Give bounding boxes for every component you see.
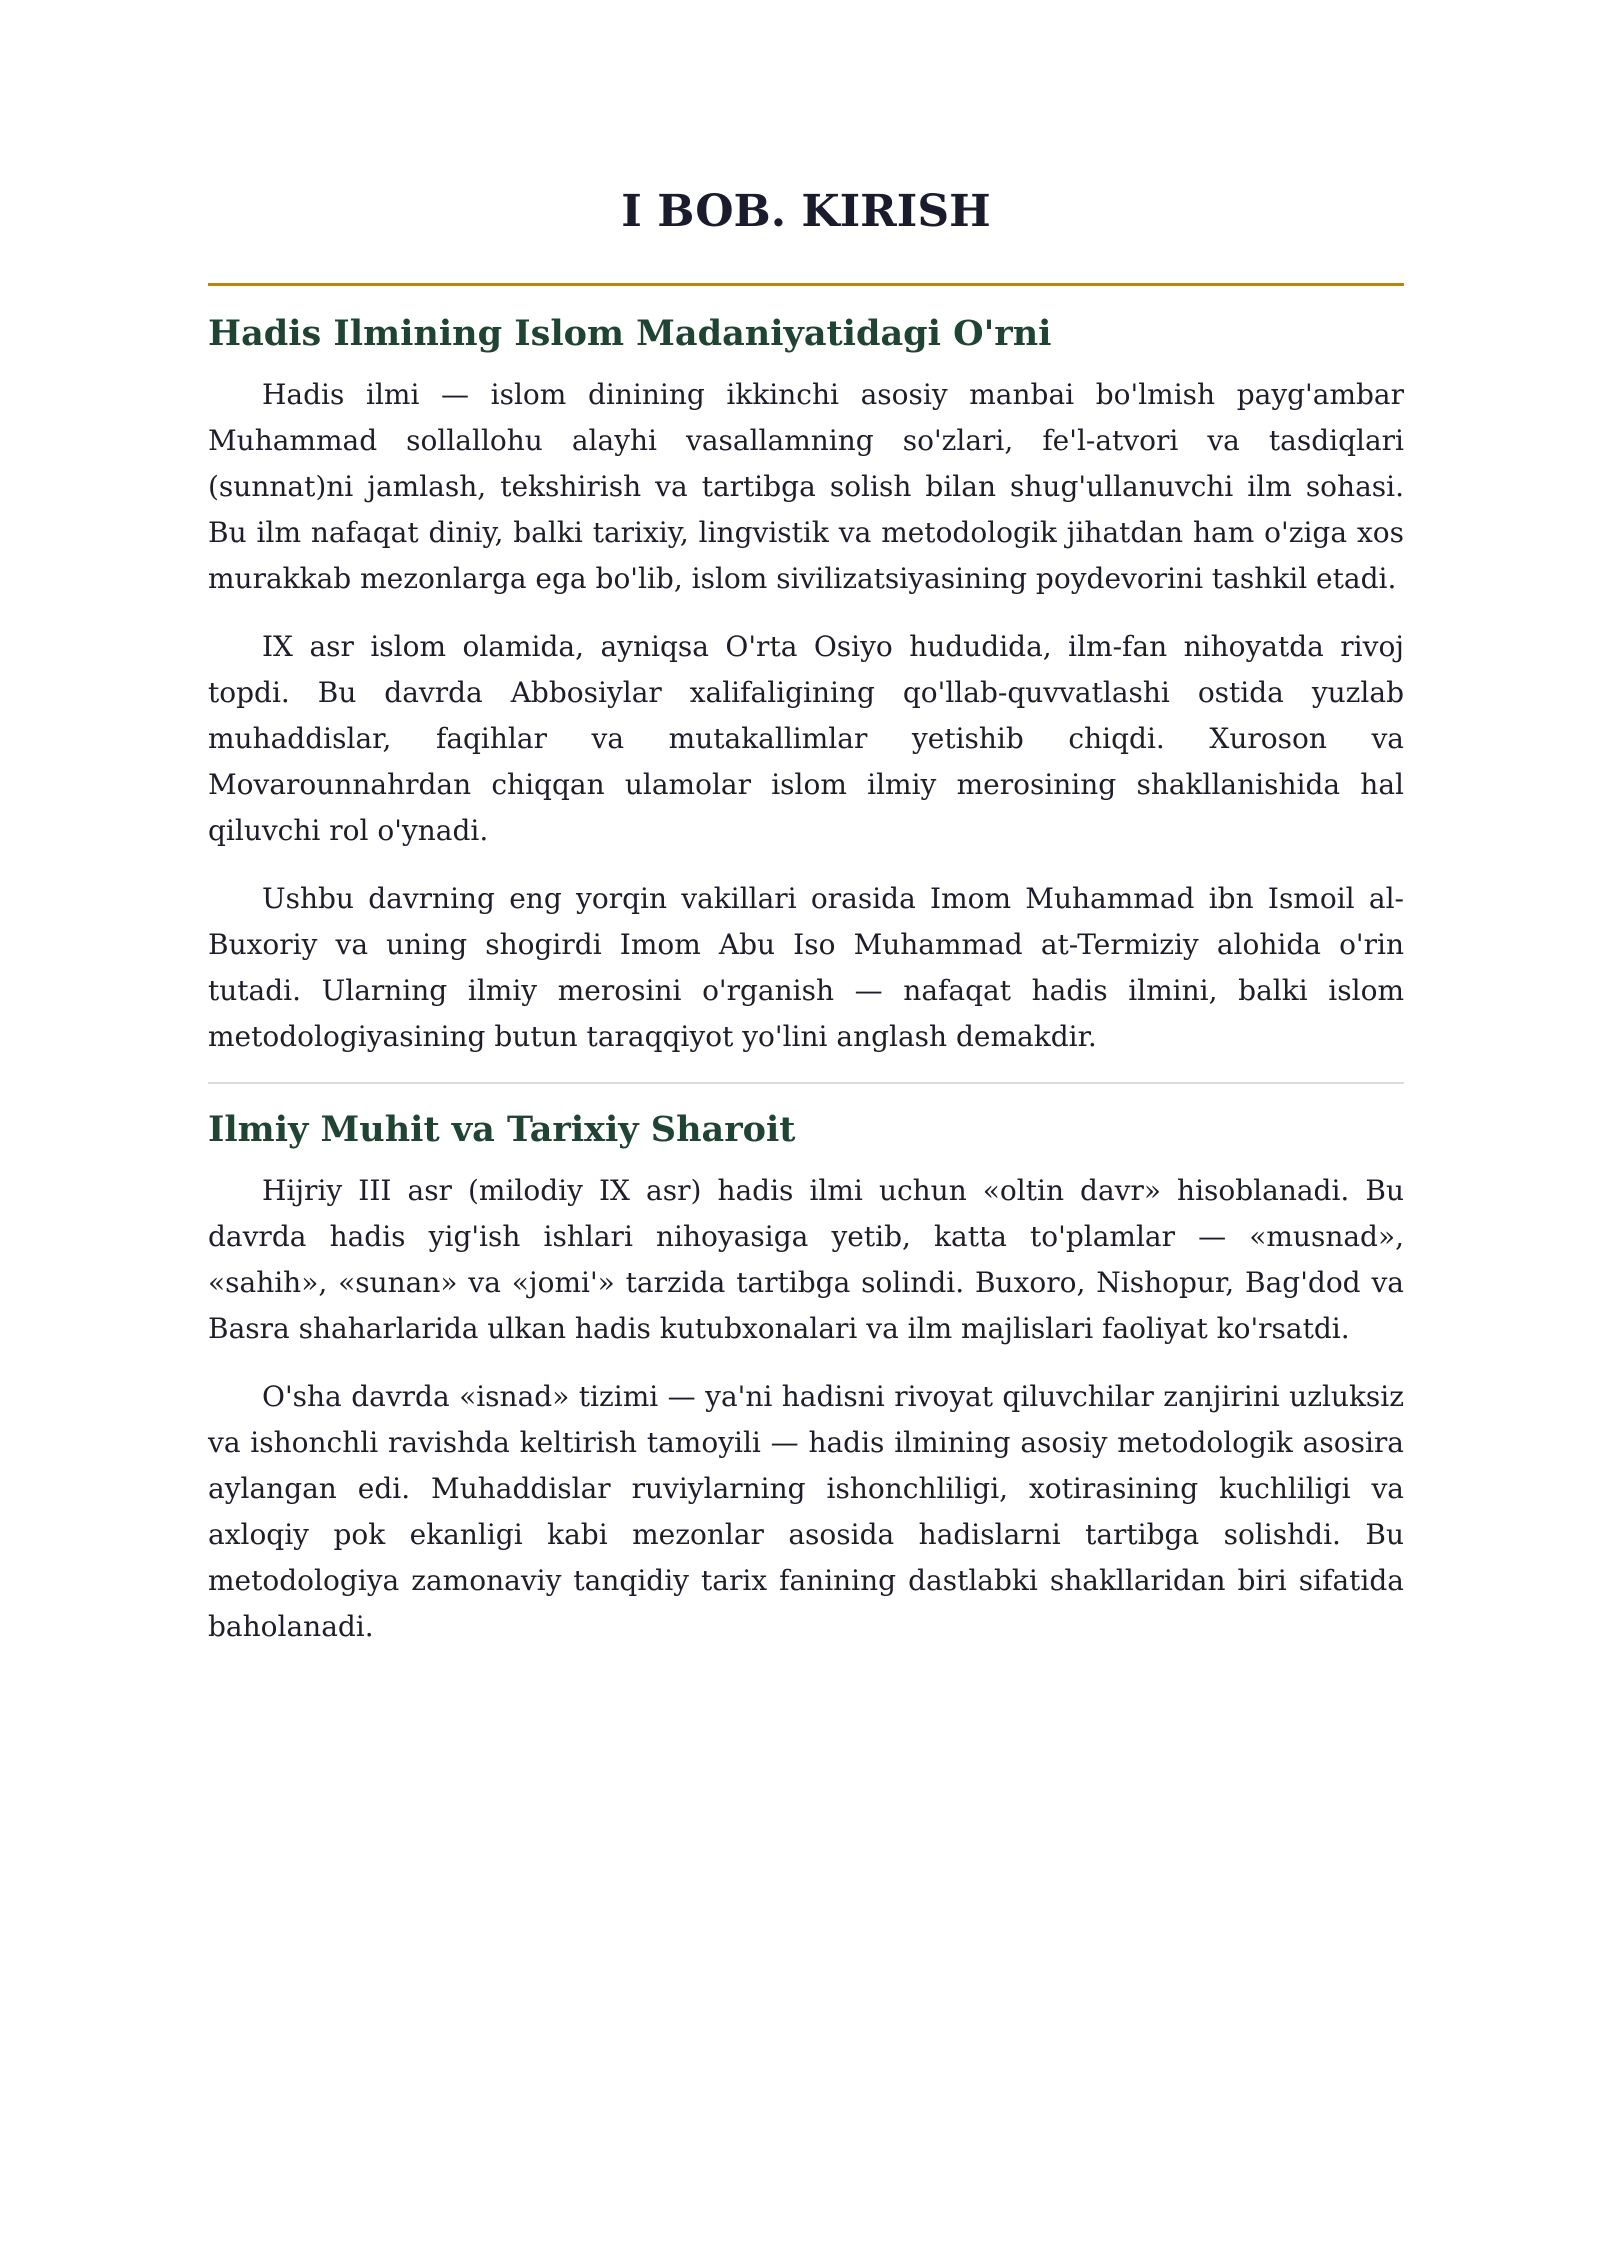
chapter-title: I BOB. KIRISH xyxy=(621,186,991,237)
body-paragraph: Hijriy III asr (milodiy IX asr) hadis ilmi uchun «oltin davr» hisoblanadi. Bu davrda hadis yig'ish ishlari nihoyasiga yetib, katta to'plamlar — «musnad», «sahih», «sunan» va «jomi'» tarzida tartibga solindi. Buxoro, Nishopur, Bag'dod va Basra shaharlarida ulkan hadis kutubxonalari va ilm majlislari faoliyat ko'rsatdi. xyxy=(208,1174,1404,1345)
body-paragraph: Ushbu davrning eng yorqin vakillari orasida Imom Muhammad ibn Ismoil al-Buxoriy va uning shogirdi Imom Abu Iso Muhammad at-Termiziy alohida o'rin tutadi. Ularning ilmiy merosini o'rganish — nafaqat hadis ilmini, balki islom metodologiyasining butun taraqqiyot yo'lini anglash demakdir. xyxy=(208,882,1404,1053)
section-hadis-ilmining-orni xyxy=(208,306,1404,1060)
document-body xyxy=(208,306,1404,1672)
section-heading: Ilmiy Muhit va Tarixiy Sharoit xyxy=(208,1109,796,1150)
section-ilmiy-muhit xyxy=(208,1102,1404,1650)
title-underline-rule xyxy=(208,283,1404,286)
body-paragraph: IX asr islom olamida, ayniqsa O'rta Osiyo hududida, ilm-fan nihoyatda rivoj topdi. Bu davrda Abbosiylar xalifaligining qo'llab-quvvatlashi ostida yuzlab muhaddislar, faqihlar va mutakallimlar yetishib chiqdi. Xuroson va Movarounnahrdan chiqqan ulamolar islom ilmiy merosining shakllanishida hal qiluvchi rol o'ynadi. xyxy=(208,630,1404,847)
body-paragraph: O'sha davrda «isnad» tizimi — ya'ni hadisni rivoyat qiluvchilar zanjirini uzluksiz va ishonchli ravishda keltirish tamoyili — hadis ilmining asosiy metodologik asosira aylangan edi. Muhaddislar ruviylarning ishonchliligi, xotirasining kuchliligi va axloqiy pok ekanligi kabi mezonlar asosida hadislarni tartibga solishdi. Bu metodologiya zamonaviy tanqidiy tarix fanining dastlabki shakllaridan biri sifatida baholanadi. xyxy=(208,1380,1404,1643)
section-divider xyxy=(208,1082,1404,1084)
section-heading: Hadis Ilmining Islom Madaniyatidagi O'rni xyxy=(208,313,1052,354)
body-paragraph: Hadis ilmi — islom dinining ikkinchi asosiy manbai bo'lmish payg'ambar Muhammad sollallohu alayhi vasallamning so'zlari, fe'l-atvori va tasdiqlari (sunnat)ni jamlash, tekshirish va tartibga solish bilan shug'ullanuvchi ilm sohasi. Bu ilm nafaqat diniy, balki tarixiy, lingvistik va metodologik jihatdan ham o'ziga xos murakkab mezonlarga ega bo'lib, islom sivilizatsiyasining poydevorini tashkil etadi. xyxy=(208,378,1404,595)
